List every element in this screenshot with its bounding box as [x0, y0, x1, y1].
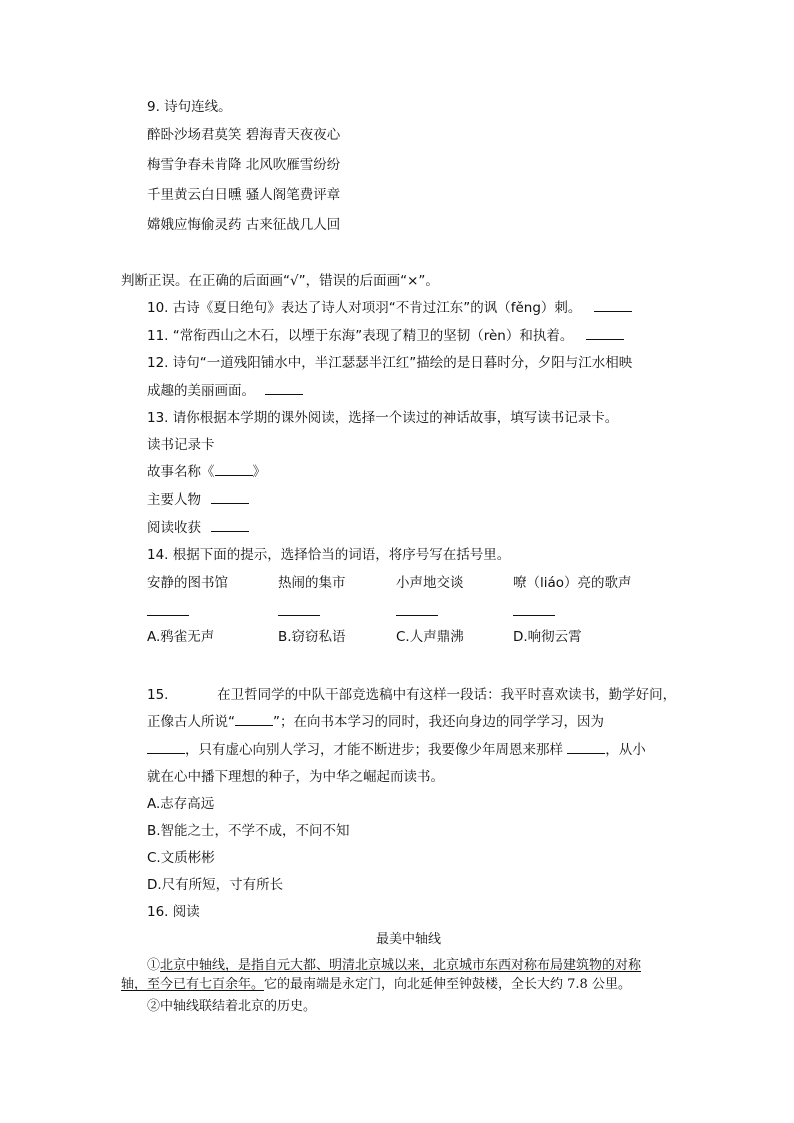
q15-text: ”；在向书本学习的同时，我还向身边的同学学习，因为: [273, 714, 604, 730]
passage-paragraph-2: ②中轴线联结着北京的历史。: [147, 999, 317, 1014]
q15-text: 正像古人所说“: [147, 714, 235, 730]
poem-line: 千里黄云白日曛 骚人阁笔费评章: [147, 187, 341, 203]
q14-item: 安静的图书馆: [147, 575, 228, 591]
q15-option: A.志存高远: [147, 796, 215, 812]
q13-prompt: 13. 请你根据本学期的课外阅读，选择一个读过的神话故事，填写读书记录卡。: [147, 410, 619, 426]
q14-option: C.人声鼎沸: [396, 629, 464, 645]
reading-card-title: 读书记录卡: [147, 437, 215, 453]
q14-answer-line[interactable]: [147, 615, 189, 616]
paragraph-text: 它的最南端是永定门，向北延伸至钟鼓楼，全长大约 7.8 公里。: [264, 977, 631, 992]
q15-blank-3[interactable]: [567, 741, 605, 754]
q15-number: 15.: [147, 687, 169, 703]
q15-text: 在卫哲同学的中队干部竞选稿中有这样一段话：我平时喜欢读书，勤学好问，: [217, 687, 677, 703]
poem-line: 嫦娥应悔偷灵药 古来征战几人回: [147, 217, 341, 233]
passage-title: 最美中轴线: [376, 932, 442, 947]
underlined-sentence: 轴，至今已有七百余年。: [121, 977, 265, 992]
reading-gain-label: 阅读收获: [147, 520, 201, 536]
q15-line1: [147, 686, 676, 704]
passage-paragraph-1-line2: [121, 976, 631, 994]
poem-line: 梅雪争春未肯降 北风吹雁雪纷纷: [147, 157, 341, 173]
q14-item: 小声地交谈: [396, 575, 464, 591]
poem-line: 醉卧沙场君莫笑 碧海青天夜夜心: [147, 127, 341, 143]
main-characters-row: [147, 491, 249, 509]
q12-line1: 12. 诗句“一道残阳铺水中，半江瑟瑟半江红”描绘的是日暮时分，夕阳与江水相映: [147, 355, 633, 371]
q10-text: [147, 299, 632, 317]
q11-statement: 11. “常衔西山之木石，以堙于东海”表现了精卫的坚韧（rèn）和执着。: [147, 328, 574, 344]
q10-statement: 10. 古诗《夏日绝句》表达了诗人对项羽“不肯过江东”的讽（fěng）刺。: [147, 300, 582, 316]
reading-gain-blank[interactable]: [211, 519, 249, 532]
q14-item: 热闹的集市: [278, 575, 346, 591]
q15-blank-1[interactable]: [235, 713, 273, 726]
q14-answer-line[interactable]: [278, 615, 320, 616]
q14-item: 嘹（liáo）亮的歌声: [513, 575, 632, 591]
q15-option: B.智能之士，不学不成，不问不知: [147, 823, 350, 839]
story-name-row: [147, 463, 266, 481]
q15-blank-2[interactable]: [147, 741, 185, 754]
q14-answer-line[interactable]: [513, 615, 555, 616]
q9-heading: 9. 诗句连线。: [147, 99, 232, 115]
story-name-label: 故事名称《: [147, 464, 215, 480]
q15-text: ，只有虚心向别人学习，才能不断进步；我要像少年周恩来那样: [185, 742, 563, 758]
q15-text: ，从小: [605, 742, 646, 758]
q15-option: C.文质彬彬: [147, 850, 215, 866]
q10-answer-blank[interactable]: [594, 299, 632, 312]
passage-paragraph-1-line1: [147, 957, 641, 975]
q12-answer-blank[interactable]: [265, 382, 303, 395]
q15-option: D.尺有所短，寸有所长: [147, 877, 284, 893]
q11-text: [147, 327, 624, 345]
main-characters-blank[interactable]: [211, 491, 249, 504]
paragraph-marker: ①: [147, 958, 161, 973]
q11-answer-blank[interactable]: [586, 327, 624, 340]
q14-option: B.窃窃私语: [278, 629, 346, 645]
q14-answer-line[interactable]: [396, 615, 438, 616]
story-name-close: 》: [252, 464, 266, 480]
story-name-blank[interactable]: [215, 463, 253, 476]
reading-gain-row: [147, 519, 249, 537]
q16-heading: 16. 阅读: [147, 904, 200, 920]
q14-prompt: 14. 根据下面的提示，选择恰当的词语，将序号写在括号里。: [147, 547, 511, 563]
q12-statement-end: 成趣的美丽画面。: [147, 383, 255, 399]
q14-option: D.响彻云霄: [513, 629, 582, 645]
underlined-sentence: 北京中轴线，是指自元大都、明清北京城以来，北京城市东西对称布局建筑物的对称: [160, 958, 642, 973]
judge-instructions: 判断正误。在正确的后面画“√”，错误的后面画“×”。: [121, 273, 439, 289]
q15-line4: 就在心中播下理想的种子，为中华之崛起而读书。: [147, 769, 444, 785]
main-characters-label: 主要人物: [147, 492, 201, 508]
q15-line2: [147, 713, 604, 731]
q12-line2: [147, 382, 303, 400]
q14-option: A.鸦雀无声: [147, 629, 215, 645]
q15-line3: [147, 741, 646, 759]
